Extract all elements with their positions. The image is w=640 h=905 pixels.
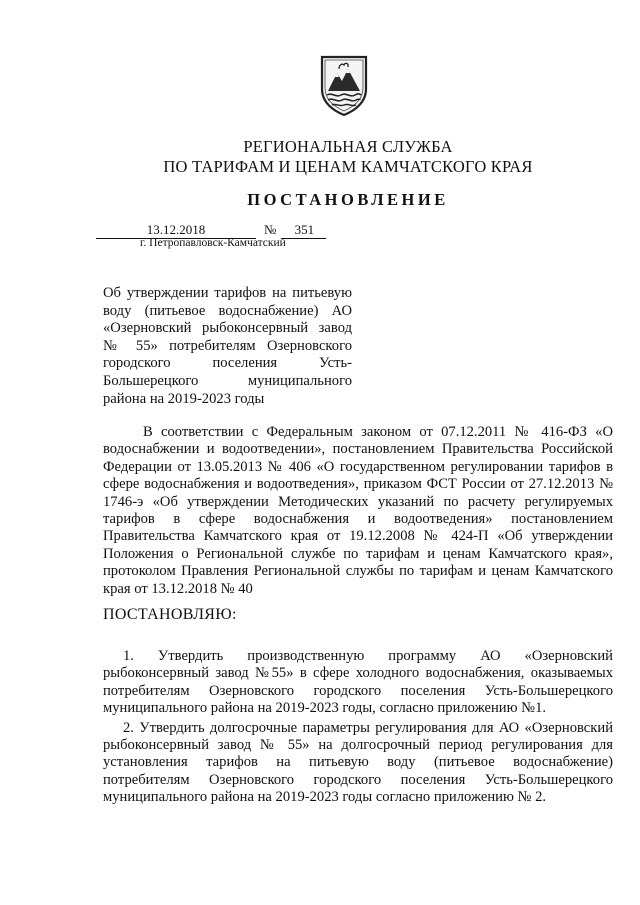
city: г. Петропавловск-Камчатский [140, 237, 286, 249]
number-sign: № [264, 222, 277, 237]
document-number: 351 [282, 222, 326, 239]
document-type: ПОСТАНОВЛЕНИЕ [247, 190, 449, 209]
kamchatka-coat-of-arms-icon [318, 53, 370, 117]
preamble: В соответствии с Федеральным законом от 07.12.2011 № 416-ФЗ «О водоснабжении и водоотведении», постановлением Правительства Российской Федерации от 13.05.2013 № 406 «О государственном регулировании тарифов в сфере водоснабжения и водоотведения», приказом ФСТ России от 27.12.2013 № 1746-э «Об утверждении Методических указаний по расчету регулируемых тарифов в сфере водоснабжения и водоотведения» постановлением Правительства Камчатского края от 19.12.2008 № 424-П «Об утверждении Положения о Региональной службе по тарифам и ценам Камчатского края», протоколом Правления Региональной службы по тарифам и ценам Камчатского края от 13.12.2018 № 40 [103, 424, 613, 597]
document-subject [103, 285, 352, 408]
subject-text: Об утверждении тарифов на питьевую воду (питьевое водоснабжение) АО «Озерновский рыбоконсервный завод № 55» потребителям Озерновского городского поселения Усть-Большерецкого муниципального района на 2019-2023 годы [103, 285, 352, 407]
document-date: 13.12.2018 [96, 222, 256, 239]
resolution-items [103, 648, 613, 809]
resolution-item-1: 1. Утвердить производственную программу АО «Озерновский рыбоконсервный завод №55» в сфере холодного водоснабжения, оказываемых потребителям Озерновского городского поселения Усть-Большерецкого муниципального района на 2019-2023 годы, согласно приложению №1. [103, 648, 613, 717]
org-name-line1: РЕГИОНАЛЬНАЯ СЛУЖБА [243, 137, 453, 156]
resolution-item-2: 2. Утвердить долгосрочные параметры регулирования для АО «Озерновский рыбоконсервный завод № 55» на долгосрочный период регулирования для установления тарифов на питьевую воду (питьевое водоснабжение) потребителям Озерновского городского поселения Усть-Большерецкого муниципального района на 2019-2023 годы согласно приложению № 2. [103, 719, 613, 806]
org-name-line2: ПО ТАРИФАМ И ЦЕНАМ КАМЧАТСКОГО КРАЯ [163, 157, 533, 176]
resolve-heading: ПОСТАНОВЛЯЮ: [103, 606, 237, 623]
